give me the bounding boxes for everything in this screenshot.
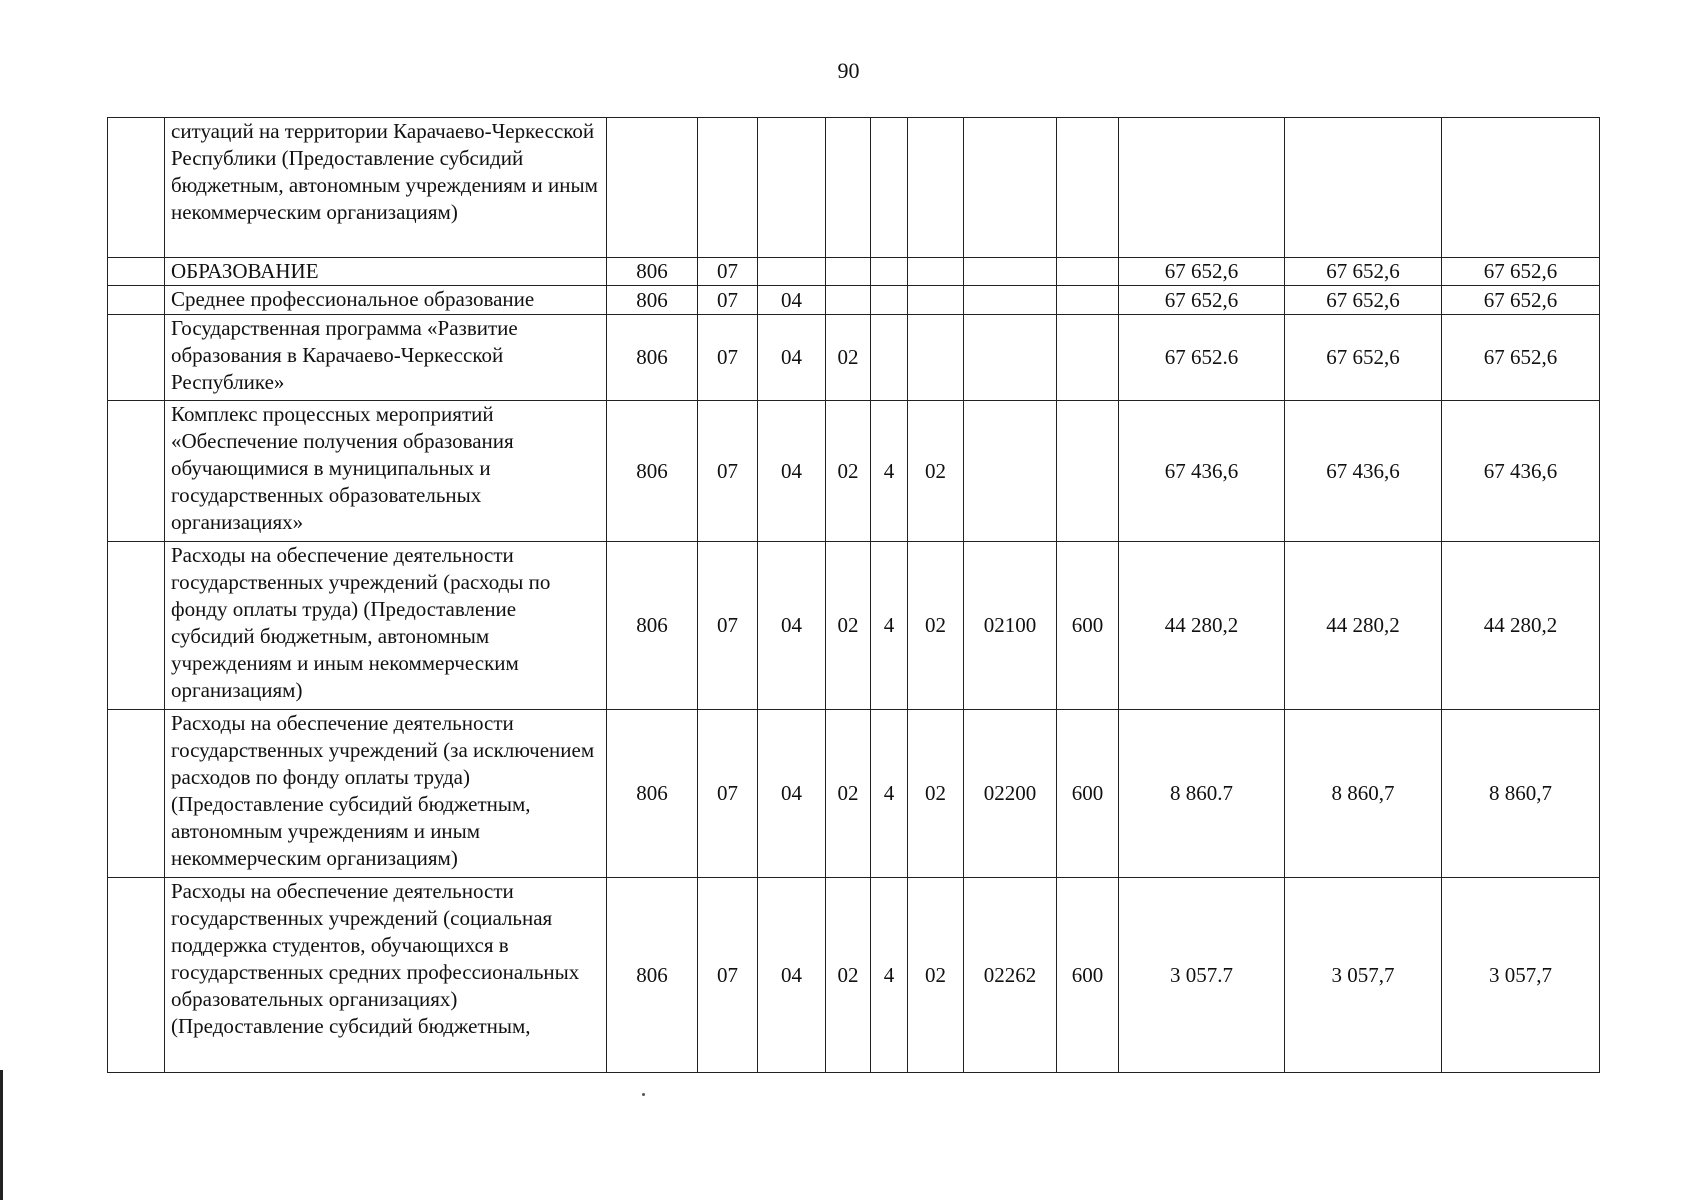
- code-program: 02: [826, 401, 871, 542]
- row-name: ситуаций на территории Карачаево-Черкесской Республики (Предоставление субсидий бюджетным, автономным учреждениям и иным некоммерческим организациям): [165, 118, 607, 258]
- code-direction: 02200: [964, 710, 1057, 878]
- code-program: [826, 286, 871, 315]
- code-section: 07: [698, 710, 758, 878]
- page-number: 90: [837, 58, 860, 83]
- row-number-cell: [108, 401, 165, 542]
- code-complex: [908, 118, 964, 258]
- row-number-cell: [108, 118, 165, 258]
- table-row: [108, 878, 1600, 1073]
- code-expense-type: 600: [1057, 542, 1119, 710]
- amount-2: 67 652,6: [1285, 286, 1442, 315]
- code-complex: 02: [908, 401, 964, 542]
- code-type: 4: [871, 710, 908, 878]
- code-complex: [908, 315, 964, 401]
- row-name: ОБРАЗОВАНИЕ: [165, 258, 607, 286]
- amount-2: 67 652,6: [1285, 315, 1442, 401]
- row-number-cell: [108, 710, 165, 878]
- code-type: [871, 258, 908, 286]
- code-program: 02: [826, 315, 871, 401]
- code-complex: [908, 258, 964, 286]
- code-direction: [964, 118, 1057, 258]
- amount-1: 67 652,6: [1119, 286, 1285, 315]
- code-section: [698, 118, 758, 258]
- amount-1: 67 652.6: [1119, 315, 1285, 401]
- code-section: 07: [698, 401, 758, 542]
- code-type: 4: [871, 878, 908, 1073]
- row-number-cell: [108, 258, 165, 286]
- code-ministry: 806: [607, 542, 698, 710]
- amount-2: 44 280,2: [1285, 542, 1442, 710]
- amount-1: 3 057.7: [1119, 878, 1285, 1073]
- amount-2: 3 057,7: [1285, 878, 1442, 1073]
- code-ministry: [607, 118, 698, 258]
- code-ministry: 806: [607, 878, 698, 1073]
- amount-3: 3 057,7: [1442, 878, 1600, 1073]
- amount-3: 67 652,6: [1442, 315, 1600, 401]
- scan-edge-line: [0, 1070, 3, 1200]
- code-subsection: 04: [758, 401, 826, 542]
- scan-speck: [642, 1093, 645, 1096]
- row-number-cell: [108, 315, 165, 401]
- code-type: [871, 118, 908, 258]
- code-program: [826, 258, 871, 286]
- code-program: 02: [826, 710, 871, 878]
- code-ministry: 806: [607, 401, 698, 542]
- code-complex: 02: [908, 710, 964, 878]
- amount-3: 67 652,6: [1442, 258, 1600, 286]
- table-row: [108, 710, 1600, 878]
- amount-3: 44 280,2: [1442, 542, 1600, 710]
- code-direction: [964, 258, 1057, 286]
- code-ministry: 806: [607, 258, 698, 286]
- table-row: [108, 118, 1600, 258]
- row-name: Среднее профессиональное образование: [165, 286, 607, 315]
- code-program: 02: [826, 542, 871, 710]
- amount-2: 8 860,7: [1285, 710, 1442, 878]
- code-ministry: 806: [607, 710, 698, 878]
- code-subsection: 04: [758, 315, 826, 401]
- code-subsection: 04: [758, 542, 826, 710]
- table-row: [108, 286, 1600, 315]
- code-expense-type: 600: [1057, 710, 1119, 878]
- amount-2: [1285, 118, 1442, 258]
- code-type: [871, 315, 908, 401]
- code-section: 07: [698, 315, 758, 401]
- code-expense-type: [1057, 286, 1119, 315]
- code-section: 07: [698, 258, 758, 286]
- row-number-cell: [108, 542, 165, 710]
- code-expense-type: [1057, 401, 1119, 542]
- row-name: Комплекс процессных мероприятий «Обеспечение получения образования обучающимися в муниципальных и государственных образовательных организациях»: [165, 401, 607, 542]
- row-name: Государственная программа «Развитие образования в Карачаево-Черкесской Республике»: [165, 315, 607, 401]
- code-subsection: 04: [758, 710, 826, 878]
- code-subsection: 04: [758, 878, 826, 1073]
- amount-2: 67 436,6: [1285, 401, 1442, 542]
- code-expense-type: [1057, 315, 1119, 401]
- amount-1: 8 860.7: [1119, 710, 1285, 878]
- amount-3: 67 652,6: [1442, 286, 1600, 315]
- table-row: [108, 258, 1600, 286]
- amount-3: 8 860,7: [1442, 710, 1600, 878]
- code-subsection: [758, 258, 826, 286]
- code-expense-type: [1057, 258, 1119, 286]
- row-name: Расходы на обеспечение деятельности государственных учреждений (расходы по фонду оплаты труда) (Предоставление субсидий бюджетным, автономным учреждениям и иным некоммерческим организациям): [165, 542, 607, 710]
- code-direction: [964, 315, 1057, 401]
- code-section: 07: [698, 286, 758, 315]
- code-subsection: 04: [758, 286, 826, 315]
- amount-3: 67 436,6: [1442, 401, 1600, 542]
- code-section: 07: [698, 542, 758, 710]
- code-type: [871, 286, 908, 315]
- row-name: Расходы на обеспечение деятельности государственных учреждений (за исключением расходов по фонду оплаты труда) (Предоставление субсидий бюджетным, автономным учреждениям и иным некоммерческим организациям): [165, 710, 607, 878]
- code-program: 02: [826, 878, 871, 1073]
- row-name: Расходы на обеспечение деятельности государственных учреждений (социальная поддержка студентов, обучающихся в государственных средних профессиональных образовательных организациях) (Предоставление субсидий бюджетным,: [165, 878, 607, 1073]
- code-complex: [908, 286, 964, 315]
- code-direction: [964, 401, 1057, 542]
- table-row: [108, 542, 1600, 710]
- code-type: 4: [871, 401, 908, 542]
- row-number-cell: [108, 286, 165, 315]
- table-row: [108, 315, 1600, 401]
- amount-1: 67 436,6: [1119, 401, 1285, 542]
- amount-1: [1119, 118, 1285, 258]
- code-direction: 02262: [964, 878, 1057, 1073]
- code-section: 07: [698, 878, 758, 1073]
- amount-1: 67 652,6: [1119, 258, 1285, 286]
- code-expense-type: [1057, 118, 1119, 258]
- code-ministry: 806: [607, 286, 698, 315]
- code-subsection: [758, 118, 826, 258]
- code-ministry: 806: [607, 315, 698, 401]
- code-expense-type: 600: [1057, 878, 1119, 1073]
- amount-3: [1442, 118, 1600, 258]
- row-number-cell: [108, 878, 165, 1073]
- budget-table: [107, 117, 1600, 1073]
- code-complex: 02: [908, 878, 964, 1073]
- code-direction: [964, 286, 1057, 315]
- code-program: [826, 118, 871, 258]
- amount-1: 44 280,2: [1119, 542, 1285, 710]
- table-row: [108, 401, 1600, 542]
- code-type: 4: [871, 542, 908, 710]
- amount-2: 67 652,6: [1285, 258, 1442, 286]
- code-direction: 02100: [964, 542, 1057, 710]
- code-complex: 02: [908, 542, 964, 710]
